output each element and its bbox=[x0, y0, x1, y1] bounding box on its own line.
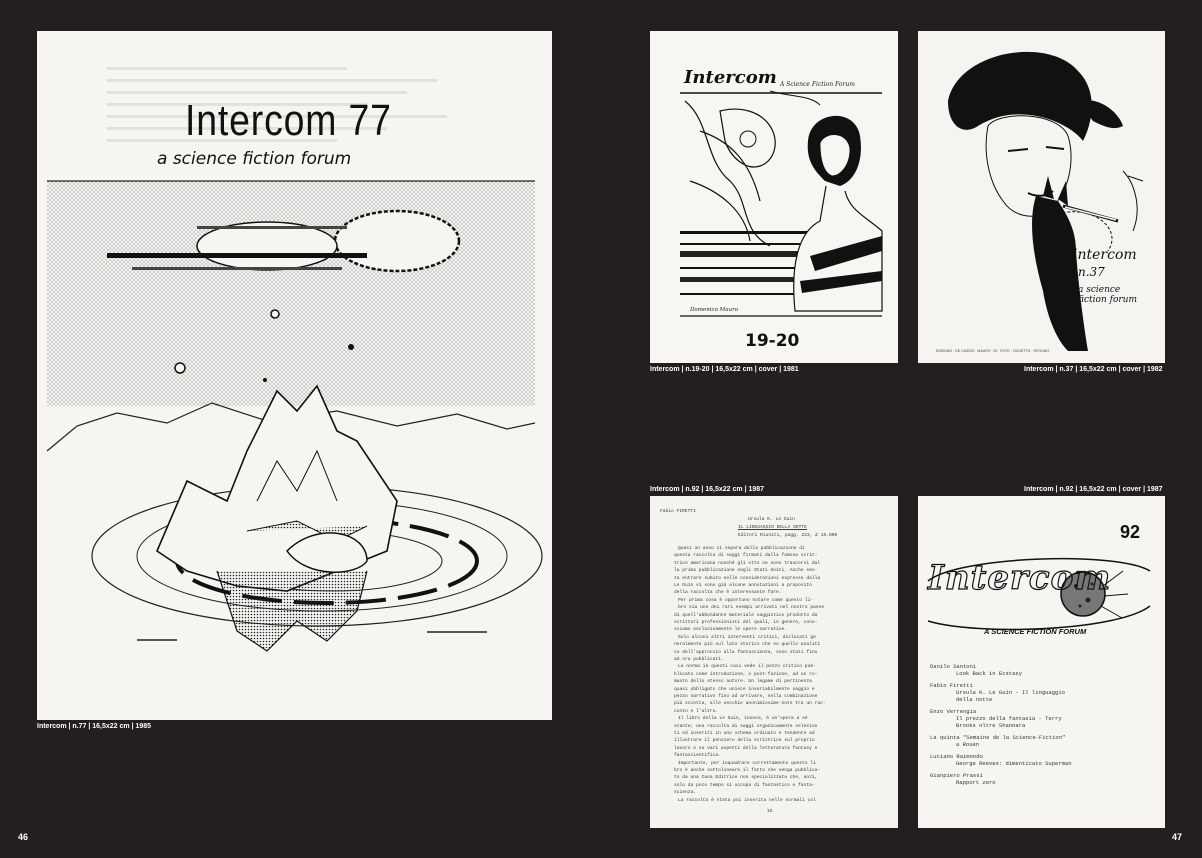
typescript-line: fantascientifica. bbox=[674, 753, 721, 759]
typescript-line: bro sia uno dei rari esempi arrivati nel nostro paese bbox=[678, 605, 825, 611]
typescript-line: Per prima cosa è opportuno notare come questo li- bbox=[678, 597, 814, 603]
typescript-line: bro è anche sottolineare il fatto che venga pubblica- bbox=[674, 768, 821, 773]
cover-37-credit: DISEGNO · DE CASSIO · MAURO · DI · FOTO · OGGETTO · SPOLINO bbox=[936, 349, 1050, 353]
typescript-book-title: Ursula K. Le Guin bbox=[748, 517, 795, 522]
contents-title: a Rouen bbox=[956, 741, 980, 748]
typescript-line: to da una Casa Editrice non specializzata che, anzi, bbox=[674, 775, 818, 781]
caption-cover-77: Intercom | n.77 | 16,5x22 cm | 1985 bbox=[37, 723, 152, 730]
typescript-line: neralmente più sul lato storico che su quello analiti bbox=[674, 642, 821, 648]
contents-author: La quinta "Semaine de la Science-Fiction" bbox=[930, 734, 1066, 741]
typescript-line: solo da poco tempo si occupa di fantastico e fanta- bbox=[674, 782, 815, 788]
typescript-line: la prima pubblicazione negli Stati Uniti. Anche sen- bbox=[674, 568, 818, 574]
typescript-author: Fabio FIRETTI bbox=[660, 509, 696, 514]
contents-author: Danilo Santoni bbox=[930, 663, 977, 670]
contents-title: Rapport zero bbox=[956, 779, 996, 786]
caption-typescript-92: Intercom | n.92 | 16,5x22 cm | 1987 bbox=[650, 486, 765, 493]
typescript-line: Le Guin vi sono già alcune annotazioni a proposito bbox=[674, 583, 812, 588]
page-number-left: 46 bbox=[18, 832, 29, 842]
contents-author: Luciano Raimondo bbox=[930, 753, 983, 760]
typescript-book-subtitle: IL LINGUAGGIO DELLA NOTTE bbox=[738, 525, 807, 530]
contents-title: Il prezzo della fantasia - Terry Brooks oltre Shannara bbox=[956, 715, 1062, 729]
typescript-line: trice americana nonché gli otto ne sono trascorsi dal bbox=[674, 560, 821, 566]
contents-author: Fabio Firetti bbox=[930, 682, 973, 689]
contents-title: Look Back in Ecstasy bbox=[956, 670, 1023, 677]
cover-77-title: Intercom 77 bbox=[185, 96, 392, 145]
typescript-line: conto e l'altro. bbox=[674, 708, 719, 714]
typescript-line: ti ed inseriti in uno schema ordinato e tendente ad bbox=[674, 731, 815, 736]
cover-37-artwork bbox=[918, 31, 1165, 363]
caption-cover-19-20: Intercom | n.19-20 | 16,5x22 cm | cover | 1981 bbox=[650, 366, 799, 373]
typescript-line: più sccetta, alle vecchie anonimissime note tra un rac- bbox=[674, 701, 826, 707]
contents-title: Ursula K. Le Guin - Il linguaggio della notte bbox=[956, 689, 1065, 703]
typescript-line: ad ora pubblicati. bbox=[674, 657, 724, 662]
typescript-line: Quasi un anno ci separa dalla pubblicazione di bbox=[678, 546, 805, 551]
typescript-line: co dell'approccio alla fantascienza, sono stati fino bbox=[674, 649, 818, 655]
cover-77-subtitle: a science fiction forum bbox=[157, 149, 352, 169]
cover-intercom-77 bbox=[37, 31, 552, 720]
typescript-line: scrittori professionisti del quali, in genere, cono- bbox=[674, 620, 818, 625]
typescript-line: sciamo esclusivamente le opere narrative. bbox=[674, 627, 788, 633]
typescript-line: Importante, per inquadrare correttamente questo li bbox=[678, 760, 816, 766]
typescript-line: scienza. bbox=[674, 790, 697, 796]
page-number-right: 47 bbox=[1172, 832, 1183, 842]
cover-37-issue: n.37 bbox=[1078, 265, 1105, 279]
typescript-line: della raccolta che è interessante fare. bbox=[674, 590, 782, 596]
cover-92-logo: Intercom bbox=[928, 558, 1112, 598]
typescript-line: blicato come introduzione, o post-fazione, ad un ro- bbox=[674, 671, 818, 677]
cover-37-tagline: a science fiction forum bbox=[1078, 285, 1137, 305]
contents-author: Enzo Verrengia bbox=[930, 708, 977, 715]
typescript-line: La raccolta è stata poi inserita nelle normali col bbox=[678, 797, 816, 803]
typescript-page-footer: 15 bbox=[767, 809, 773, 814]
caption-cover-37: Intercom | n.37 | 16,5x22 cm | cover | 1982 bbox=[1024, 366, 1163, 373]
cover-92-issue: 92 bbox=[1120, 522, 1141, 542]
typescript-line: Solo alcuni altri interventi critici, dislocati ge bbox=[678, 634, 816, 640]
cover-1920-signature: Domenico Mauro bbox=[690, 307, 739, 313]
typescript-line: questa raccolta di saggi firmati dalla famosa scrit- bbox=[674, 553, 818, 559]
cover-1920-logo: Intercom bbox=[684, 67, 777, 88]
typescript-line: pezzo narrativo fino ad arrivare, nella combinazione bbox=[674, 694, 818, 699]
cover-1920-issue: 19-20 bbox=[745, 331, 800, 351]
cover-37-logo: intercom bbox=[1073, 247, 1137, 263]
typescript-line: Il libro della Le Guin, invece, è un'opera a sé bbox=[678, 716, 808, 722]
typescript-publisher: Editori Riuniti, pagg. 223, £ 15.000 bbox=[738, 533, 838, 538]
typescript-line: di quell'abbondante materiale saggistico prodotto da bbox=[674, 612, 818, 618]
typescript-line: lavoro e su vari aspetti della letteratura fantasy e bbox=[674, 745, 818, 751]
cover-intercom-37 bbox=[918, 31, 1165, 363]
typescript-line: manzo dello stesso autore. Un legame di pertinenza bbox=[674, 679, 812, 685]
typescript-line: quasi obbligato che unisce invariabilmente saggio e bbox=[674, 686, 815, 692]
cover-92-tagline: A SCIENCE FICTION FORUM bbox=[984, 627, 1087, 636]
typescript-line: stante; una raccolta di saggi organicamente selezion bbox=[674, 723, 818, 729]
contents-title: George Reeves: dimenticato Superman bbox=[956, 760, 1072, 767]
cover-intercom-19-20 bbox=[650, 31, 898, 363]
typescript-line: za entrare subito nelle considerazioni espresse dalla bbox=[674, 575, 821, 581]
cover-1920-tagline: A Science Fiction Forum bbox=[780, 81, 855, 88]
typescript-line: La norma in questi casi vede il pezzo critico pub- bbox=[678, 664, 816, 670]
cover-intercom-92 bbox=[918, 496, 1165, 828]
caption-cover-92: Intercom | n.92 | 16,5x22 cm | cover | 1987 bbox=[1024, 486, 1163, 493]
typescript-line: illustrare il pensiero della scrittrice sul proprio bbox=[674, 738, 815, 744]
typescript-page-92 bbox=[650, 496, 898, 828]
contents-author: Gianpiero Prassi bbox=[930, 772, 983, 779]
